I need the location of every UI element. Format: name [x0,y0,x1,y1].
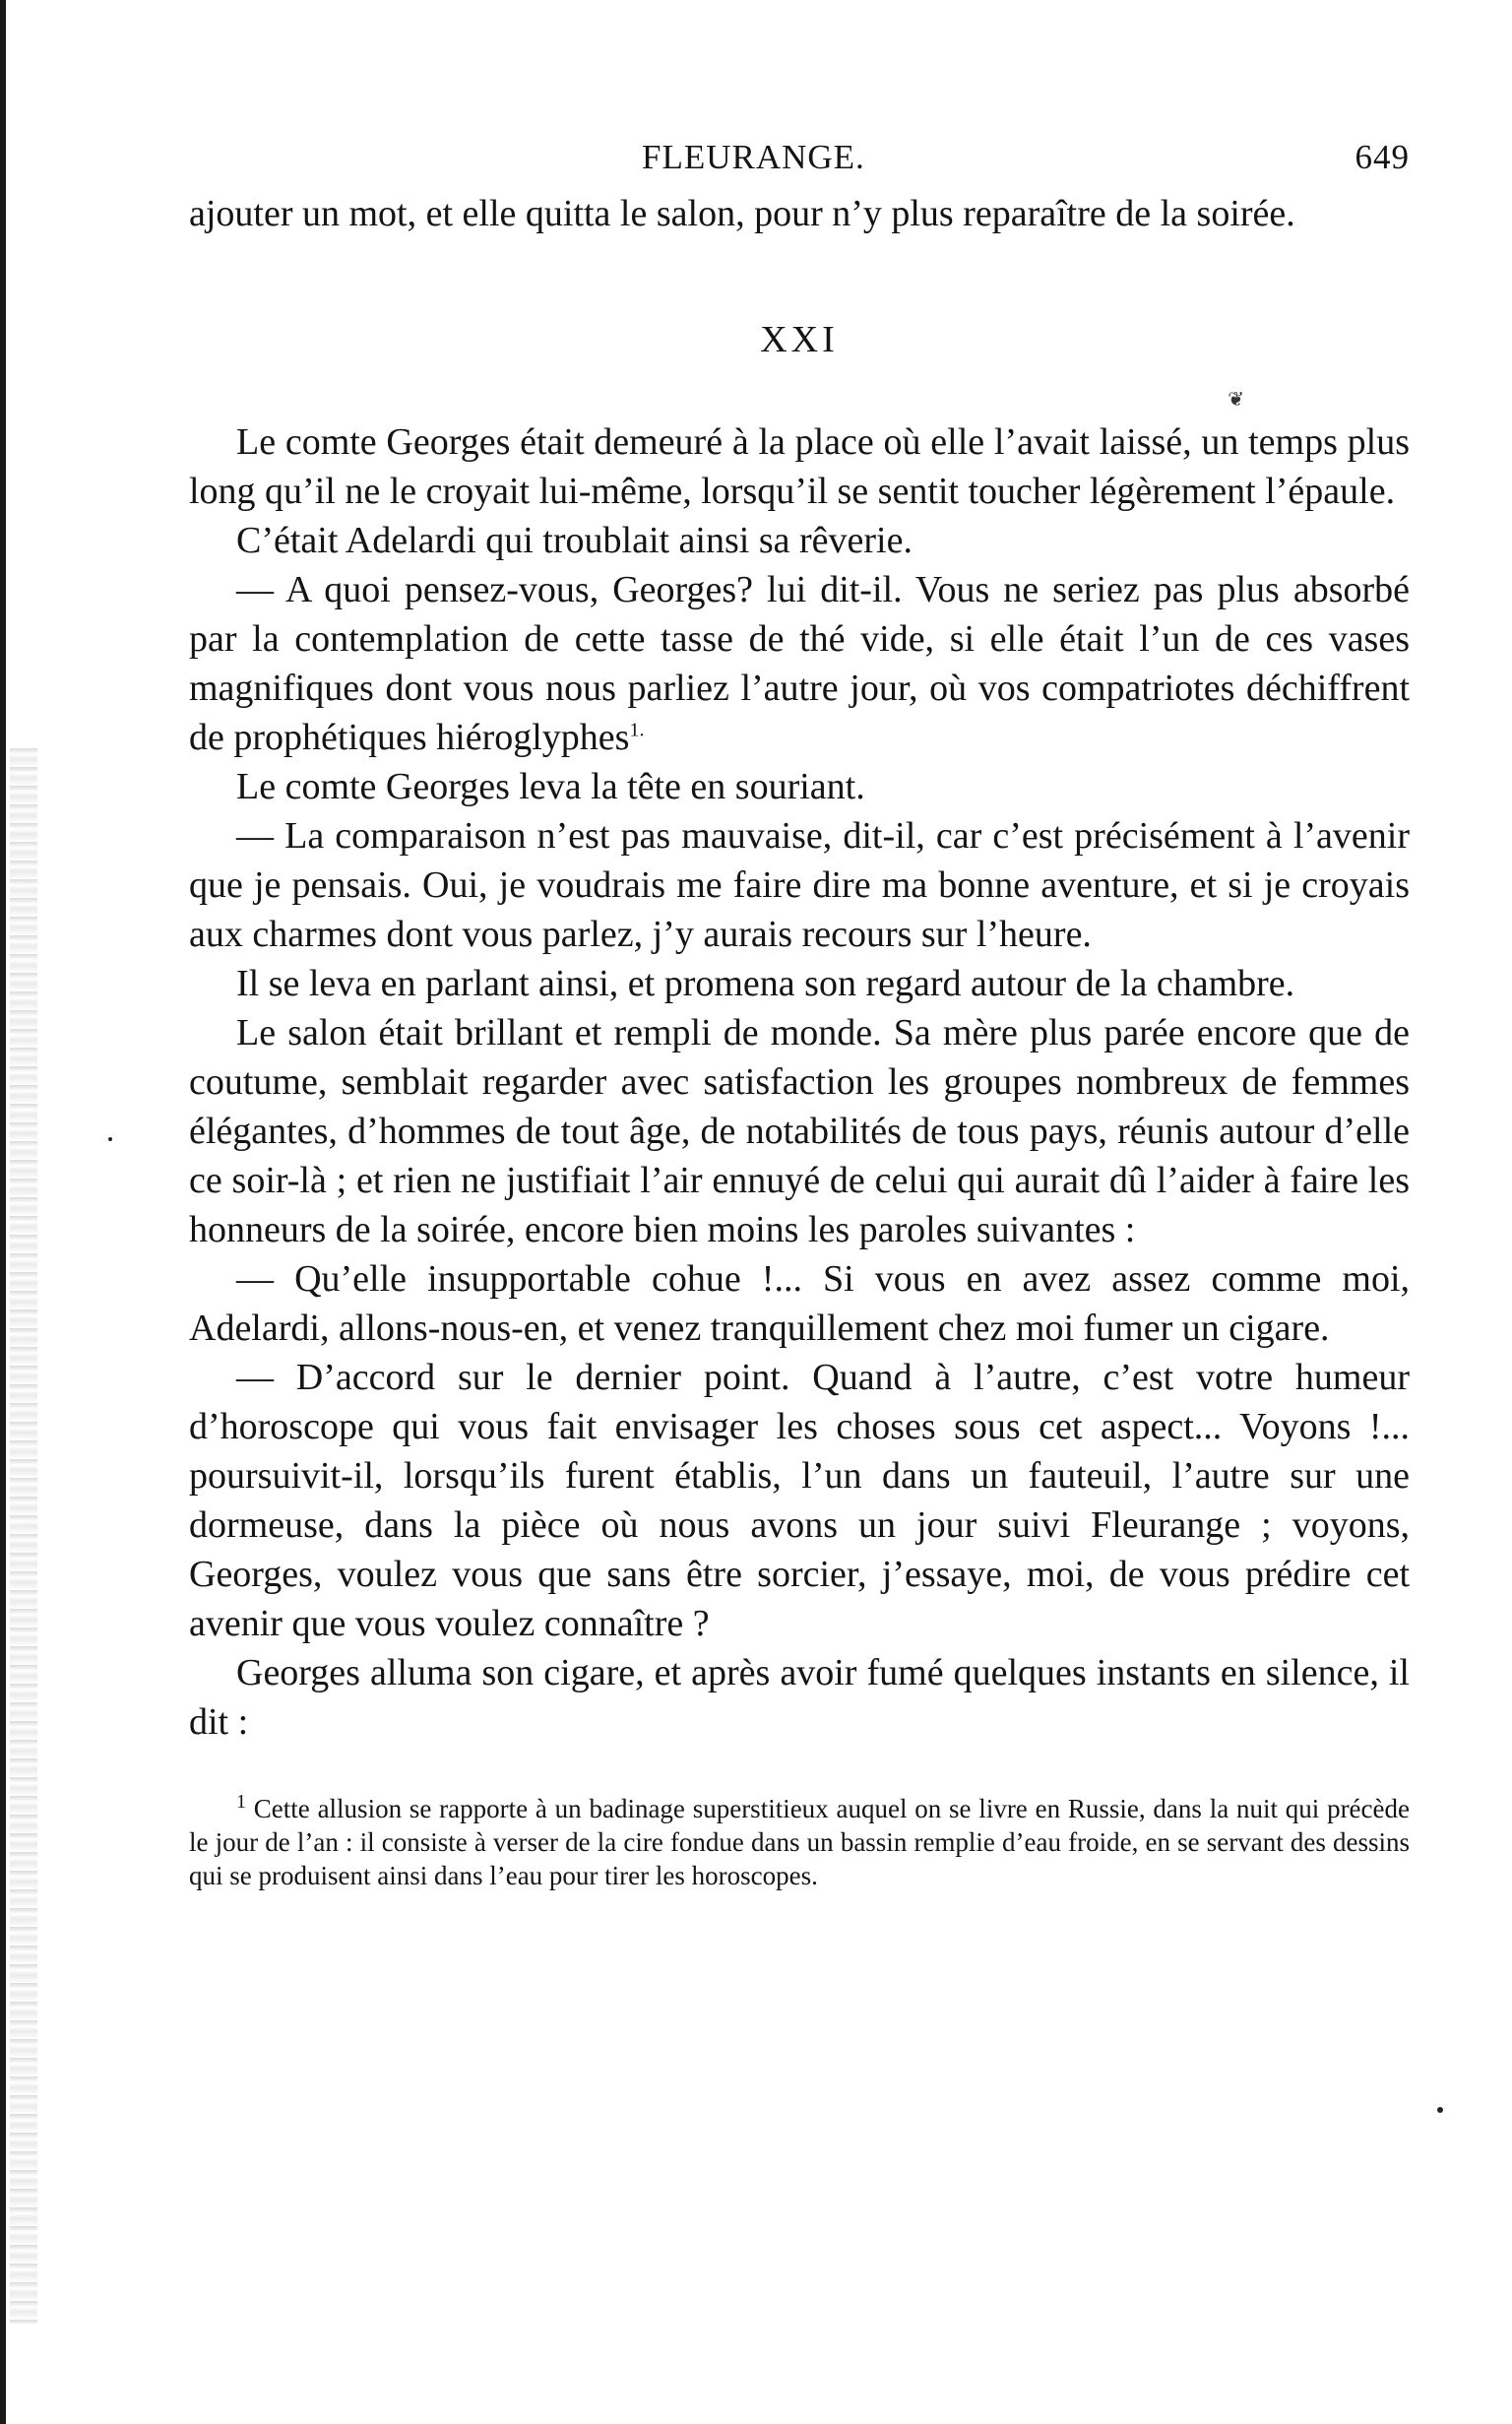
paragraph-text: — A quoi pensez-vous, Georges? lui dit-il. Vous ne seriez pas plus absorbé par la contemplation de cette tasse de thé vide, si elle était l’un de ces vases magnifiques dont vous nous parliez l’autre jour, où vos compatriotes déchiffrent de prophétiques hiéroglyphes [189,569,1410,758]
page-number: 649 [1354,138,1410,176]
chapter-heading: XXI [760,319,839,360]
page-binding-edge [0,0,6,2424]
book-page [189,138,1410,1892]
stray-ink-dot [108,1137,112,1141]
stray-ink-dot [1437,2107,1443,2113]
footnote-text: Cette allusion se rapporte à un badinage superstitieux auquel on se livre en Russie, dans la nuit qui précède le jour de l’an : il consiste à verser de la cire fondue dans un bassin remplie d’eau froide, en se servant des dessins qui se produisent ainsi dans l’eau pour tirer les horoscopes. [189,1794,1410,1890]
paragraph: — D’accord sur le dernier point. Quand à l’autre, c’est votre humeur d’horoscope qui vous fait envisager les choses sous cet aspect... Voyons !... poursuivit-il, lorsqu’ils furent établis, l’un dans un fauteuil, l’autre sur une dormeuse, dans la pièce où nous avons un jour suivi Fleurange ; voyons, Georges, voulez vous que sans être sorcier, j’essaye, moi, de vous prédire cet avenir que vous voulez connaître ? [189,1357,1410,1644]
paragraph: C’était Adelardi qui troublait ainsi sa rêverie. [236,520,913,561]
paragraph: Le salon était brillant et rempli de monde. Sa mère plus parée encore que de coutume, semblait regarder avec satisfaction les groupes nombreux de femmes élégantes, d’hommes de tout âge, de notabilités de tous pays, réunis autour d’elle ce soir-là ; et rien ne justifiait l’air ennuyé de celui qui aurait dû l’aider à faire les honneurs de la soirée, encore bien moins les paroles suivantes : [189,1012,1410,1250]
footnote [189,1792,1410,1892]
paragraph: — Qu’elle insupportable cohue !... Si vous en avez assez comme moi, Adelardi, allons-nous-en, et venez tranquillement chez moi fumer un cigare. [189,1258,1410,1349]
paragraph: Le comte Georges leva la tête en souriant. [236,766,865,807]
paragraph: Le comte Georges était demeuré à la place où elle l’avait laissé, un temps plus long qu’il ne le croyait lui-même, lorsqu’il se sentit toucher légèrement l’épaule. [189,421,1410,512]
main-text [189,189,1410,1747]
footnote-paragraph [189,1792,1410,1892]
page-edge-speckle [10,748,37,2324]
footnote-marker: 1 [236,1791,246,1813]
running-title: FLEURANGE. [642,138,865,176]
paragraph: — La comparaison n’est pas mauvaise, dit-il, car c’est précisément à l’avenir que je pensais. Oui, je voudrais me faire dire ma bonne aventure, et si je croyais aux charmes dont vous parlez, j’y aurais recours sur l’heure. [189,815,1410,955]
paragraph-with-footnote-ref [189,565,1410,762]
footnote-reference: 1. [629,719,645,741]
ornament-icon: ❦ [1228,389,1244,411]
running-head [189,138,1410,189]
paragraph: Il se leva en parlant ainsi, et promena son regard autour de la chambre. [236,963,1295,1004]
paragraph: Georges alluma son cigare, et après avoir fumé quelques instants en silence, il dit : [189,1652,1410,1743]
continuation-paragraph: ajouter un mot, et elle quitta le salon, pour n’y plus reparaître de la soirée. [189,193,1295,234]
